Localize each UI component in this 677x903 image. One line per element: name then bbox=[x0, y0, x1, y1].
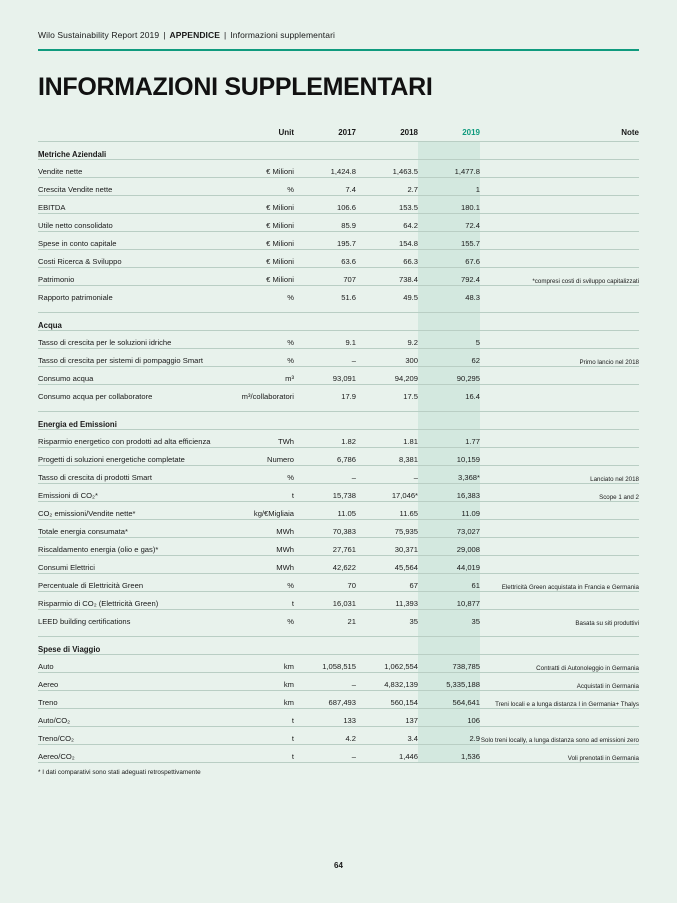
row-note: Acquistati in Germania bbox=[480, 673, 639, 691]
row-label: Consumo acqua per collaboratore bbox=[38, 385, 224, 403]
row-value-2019: 35 bbox=[418, 610, 480, 628]
row-value-2019: 1 bbox=[418, 178, 480, 196]
row-unit: € Milioni bbox=[224, 250, 294, 268]
row-unit: MWh bbox=[224, 520, 294, 538]
row-value-2019: 90,295 bbox=[418, 367, 480, 385]
col-header-2017: 2017 bbox=[338, 128, 356, 137]
table-section-spacer bbox=[38, 303, 639, 313]
row-value-2017: 4.2 bbox=[294, 727, 356, 745]
row-label: Emissioni di CO₂* bbox=[38, 484, 224, 502]
row-value-2018: 94,209 bbox=[356, 367, 418, 385]
row-value-2019: 564,641 bbox=[418, 691, 480, 709]
row-label: Percentuale di Elettricità Green bbox=[38, 574, 224, 592]
row-value-2019: 48.3 bbox=[418, 286, 480, 304]
table-header-row bbox=[38, 128, 639, 142]
table-row bbox=[38, 466, 639, 484]
row-value-2019: 16.4 bbox=[418, 385, 480, 403]
row-value-2019: 67.6 bbox=[418, 250, 480, 268]
row-value-2017: 16,031 bbox=[294, 592, 356, 610]
table-body bbox=[38, 142, 639, 764]
row-label: Progetti di soluzioni energetiche completate bbox=[38, 448, 224, 466]
row-value-2019: 106 bbox=[418, 709, 480, 727]
row-value-2017: 70,383 bbox=[294, 520, 356, 538]
supplementary-information-table bbox=[38, 128, 639, 763]
row-value-2019: 1.77 bbox=[418, 430, 480, 448]
table-row bbox=[38, 160, 639, 178]
row-label: Consumo acqua bbox=[38, 367, 224, 385]
row-unit: t bbox=[224, 709, 294, 727]
table-row bbox=[38, 673, 639, 691]
running-header bbox=[38, 0, 639, 40]
col-header-2018: 2018 bbox=[400, 128, 418, 137]
row-label: Risparmio di CO₂ (Elettricità Green) bbox=[38, 592, 224, 610]
row-value-2018: 49.5 bbox=[356, 286, 418, 304]
row-value-2019: 5,335,188 bbox=[418, 673, 480, 691]
row-value-2017: 1.82 bbox=[294, 430, 356, 448]
row-note bbox=[480, 286, 639, 304]
row-value-2018: 3.4 bbox=[356, 727, 418, 745]
row-note: Primo lancio nel 2018 bbox=[480, 349, 639, 367]
row-value-2017: 9.1 bbox=[294, 331, 356, 349]
row-note bbox=[480, 592, 639, 610]
row-value-2017: 27,761 bbox=[294, 538, 356, 556]
row-label: Tasso di crescita di prodotti Smart bbox=[38, 466, 224, 484]
row-value-2019: 3,368* bbox=[418, 466, 480, 484]
row-unit: MWh bbox=[224, 538, 294, 556]
row-value-2018: 11.65 bbox=[356, 502, 418, 520]
row-value-2018: 1,446 bbox=[356, 745, 418, 763]
row-label: Spese in conto capitale bbox=[38, 232, 224, 250]
row-label: Consumi Elettrici bbox=[38, 556, 224, 574]
table-row bbox=[38, 196, 639, 214]
table-row bbox=[38, 232, 639, 250]
row-value-2018: 75,935 bbox=[356, 520, 418, 538]
row-label: Riscaldamento energia (olio e gas)* bbox=[38, 538, 224, 556]
row-unit: MWh bbox=[224, 556, 294, 574]
row-label: Tasso di crescita per le soluzioni idriche bbox=[38, 331, 224, 349]
table-row bbox=[38, 745, 639, 763]
row-value-2018: 8,381 bbox=[356, 448, 418, 466]
row-value-2017: 51.6 bbox=[294, 286, 356, 304]
table-row bbox=[38, 520, 639, 538]
row-label: Aereo bbox=[38, 673, 224, 691]
table-row bbox=[38, 709, 639, 727]
row-value-2017: – bbox=[294, 466, 356, 484]
row-value-2018: – bbox=[356, 466, 418, 484]
row-value-2018: 1,463.5 bbox=[356, 160, 418, 178]
row-note bbox=[480, 160, 639, 178]
row-value-2019: 11.09 bbox=[418, 502, 480, 520]
row-note bbox=[480, 367, 639, 385]
table-section-spacer bbox=[38, 402, 639, 412]
row-unit: € Milioni bbox=[224, 268, 294, 286]
row-value-2018: 738.4 bbox=[356, 268, 418, 286]
row-unit: t bbox=[224, 745, 294, 763]
section-heading-label: Spese di Viaggio bbox=[38, 637, 224, 655]
row-value-2019: 73,027 bbox=[418, 520, 480, 538]
row-value-2018: 1.81 bbox=[356, 430, 418, 448]
row-note bbox=[480, 214, 639, 232]
row-value-2017: 1,424.8 bbox=[294, 160, 356, 178]
table-footnote: * I dati comparativi sono stati adeguati retrospettivamente bbox=[38, 769, 201, 776]
row-value-2019: 29,008 bbox=[418, 538, 480, 556]
row-value-2018: 1,062,554 bbox=[356, 655, 418, 673]
row-value-2019: 738,785 bbox=[418, 655, 480, 673]
row-value-2019: 180.1 bbox=[418, 196, 480, 214]
row-value-2017: 17.9 bbox=[294, 385, 356, 403]
row-value-2019: 10,159 bbox=[418, 448, 480, 466]
header-rule bbox=[38, 49, 639, 51]
page-number: 64 bbox=[334, 861, 343, 870]
row-note bbox=[480, 556, 639, 574]
table-section-heading bbox=[38, 637, 639, 655]
row-label: Tasso di crescita per sistemi di pompaggio Smart bbox=[38, 349, 224, 367]
row-unit: € Milioni bbox=[224, 214, 294, 232]
row-label: EBITDA bbox=[38, 196, 224, 214]
row-label: Costi Ricerca & Sviluppo bbox=[38, 250, 224, 268]
row-label: Auto/CO₂ bbox=[38, 709, 224, 727]
row-value-2019: 5 bbox=[418, 331, 480, 349]
row-unit: % bbox=[224, 349, 294, 367]
row-value-2019: 10,877 bbox=[418, 592, 480, 610]
row-unit: € Milioni bbox=[224, 232, 294, 250]
row-value-2019: 1,536 bbox=[418, 745, 480, 763]
row-value-2018: 154.8 bbox=[356, 232, 418, 250]
row-value-2018: 64.2 bbox=[356, 214, 418, 232]
row-value-2019: 1,477.8 bbox=[418, 160, 480, 178]
row-value-2018: 560,154 bbox=[356, 691, 418, 709]
row-note bbox=[480, 538, 639, 556]
row-value-2017: – bbox=[294, 673, 356, 691]
row-value-2017: 7.4 bbox=[294, 178, 356, 196]
row-unit: km bbox=[224, 655, 294, 673]
table-bottom-rule bbox=[38, 763, 639, 764]
row-unit: t bbox=[224, 727, 294, 745]
table-row bbox=[38, 538, 639, 556]
table-row bbox=[38, 331, 639, 349]
row-note: Voli prenotati in Germania bbox=[480, 745, 639, 763]
row-value-2017: – bbox=[294, 745, 356, 763]
row-value-2018: 300 bbox=[356, 349, 418, 367]
row-value-2019: 16,383 bbox=[418, 484, 480, 502]
row-value-2017: 1,058,515 bbox=[294, 655, 356, 673]
row-unit: t bbox=[224, 592, 294, 610]
header-separator-2: | bbox=[224, 30, 227, 40]
row-note: Lanciato nel 2018 bbox=[480, 466, 639, 484]
table-row bbox=[38, 727, 639, 745]
row-label: Treno/CO₂ bbox=[38, 727, 224, 745]
row-note bbox=[480, 385, 639, 403]
table-section-heading bbox=[38, 142, 639, 160]
row-note bbox=[480, 430, 639, 448]
table-row bbox=[38, 556, 639, 574]
table-row bbox=[38, 574, 639, 592]
row-unit: % bbox=[224, 610, 294, 628]
row-label: Treno bbox=[38, 691, 224, 709]
row-value-2017: 6,786 bbox=[294, 448, 356, 466]
row-label: CO₂ emissioni/Vendite nette* bbox=[38, 502, 224, 520]
header-subsection: Informazioni supplementari bbox=[230, 30, 335, 40]
row-value-2018: 4,832,139 bbox=[356, 673, 418, 691]
row-unit: Numero bbox=[224, 448, 294, 466]
table-row bbox=[38, 214, 639, 232]
table-row bbox=[38, 349, 639, 367]
row-value-2017: 15,738 bbox=[294, 484, 356, 502]
row-note: Treni locali e a lunga distanza I in Germania+ Thalys bbox=[480, 691, 639, 709]
row-label: Auto bbox=[38, 655, 224, 673]
row-value-2018: 137 bbox=[356, 709, 418, 727]
row-value-2018: 17,046* bbox=[356, 484, 418, 502]
row-note bbox=[480, 250, 639, 268]
row-note bbox=[480, 196, 639, 214]
table-row bbox=[38, 250, 639, 268]
row-label: Risparmio energetico con prodotti ad alta efficienza bbox=[38, 430, 224, 448]
col-header-unit: Unit bbox=[278, 128, 294, 137]
row-note bbox=[480, 502, 639, 520]
row-unit: % bbox=[224, 574, 294, 592]
section-heading-label: Metriche Aziendali bbox=[38, 142, 224, 160]
page-title: INFORMAZIONI SUPPLEMENTARI bbox=[38, 73, 433, 101]
table-row bbox=[38, 502, 639, 520]
row-note: Scope 1 and 2 bbox=[480, 484, 639, 502]
row-note: Basata su siti produttivi bbox=[480, 610, 639, 628]
row-note bbox=[480, 520, 639, 538]
col-header-note: Note bbox=[621, 128, 639, 137]
row-value-2017: 106.6 bbox=[294, 196, 356, 214]
row-value-2019: 62 bbox=[418, 349, 480, 367]
row-value-2019: 61 bbox=[418, 574, 480, 592]
row-unit: % bbox=[224, 331, 294, 349]
row-note bbox=[480, 709, 639, 727]
row-value-2017: 42,622 bbox=[294, 556, 356, 574]
row-label: Patrimonio bbox=[38, 268, 224, 286]
row-value-2017: 11.05 bbox=[294, 502, 356, 520]
table-row bbox=[38, 610, 639, 628]
row-value-2019: 44,019 bbox=[418, 556, 480, 574]
row-unit: kg/€Migliaia bbox=[224, 502, 294, 520]
row-unit: km bbox=[224, 691, 294, 709]
row-unit: € Milioni bbox=[224, 160, 294, 178]
table-row bbox=[38, 430, 639, 448]
row-value-2017: 195.7 bbox=[294, 232, 356, 250]
table-row bbox=[38, 691, 639, 709]
row-value-2017: 707 bbox=[294, 268, 356, 286]
row-label: Rapporto patrimoniale bbox=[38, 286, 224, 304]
row-value-2017: – bbox=[294, 349, 356, 367]
row-label: Vendite nette bbox=[38, 160, 224, 178]
row-value-2018: 67 bbox=[356, 574, 418, 592]
table-row bbox=[38, 385, 639, 403]
table-section-heading bbox=[38, 313, 639, 331]
row-note: Contratti di Autonoleggio in Germania bbox=[480, 655, 639, 673]
header-report-title: Wilo Sustainability Report 2019 bbox=[38, 30, 160, 40]
row-note: *compresi costi di sviluppo capitalizzati bbox=[480, 268, 639, 286]
table-row bbox=[38, 178, 639, 196]
row-value-2017: 93,091 bbox=[294, 367, 356, 385]
table-row bbox=[38, 484, 639, 502]
row-label: Totale energia consumata* bbox=[38, 520, 224, 538]
row-unit: TWh bbox=[224, 430, 294, 448]
row-value-2018: 35 bbox=[356, 610, 418, 628]
row-label: Crescita Vendite nette bbox=[38, 178, 224, 196]
row-unit: m³/collaboratori bbox=[224, 385, 294, 403]
row-value-2018: 30,371 bbox=[356, 538, 418, 556]
row-value-2018: 45,564 bbox=[356, 556, 418, 574]
row-value-2019: 792.4 bbox=[418, 268, 480, 286]
table-section-spacer bbox=[38, 627, 639, 637]
row-unit: km bbox=[224, 673, 294, 691]
row-value-2017: 85.9 bbox=[294, 214, 356, 232]
table-row bbox=[38, 655, 639, 673]
col-header-label bbox=[38, 128, 224, 142]
row-note: Elettricità Green acquistata in Francia e Germania bbox=[480, 574, 639, 592]
row-unit: % bbox=[224, 178, 294, 196]
row-value-2019: 155.7 bbox=[418, 232, 480, 250]
section-heading-label: Acqua bbox=[38, 313, 224, 331]
row-unit: % bbox=[224, 466, 294, 484]
header-separator-1: | bbox=[163, 30, 166, 40]
row-note: Solo treni locally, a lunga distanza sono ad emissioni zero bbox=[480, 727, 639, 745]
row-value-2019: 72.4 bbox=[418, 214, 480, 232]
row-value-2018: 153.5 bbox=[356, 196, 418, 214]
row-value-2017: 21 bbox=[294, 610, 356, 628]
row-note bbox=[480, 448, 639, 466]
row-unit: m³ bbox=[224, 367, 294, 385]
row-value-2017: 63.6 bbox=[294, 250, 356, 268]
table-row bbox=[38, 592, 639, 610]
row-unit: % bbox=[224, 286, 294, 304]
table-row bbox=[38, 286, 639, 304]
table-row bbox=[38, 367, 639, 385]
row-value-2017: 687,493 bbox=[294, 691, 356, 709]
section-heading-label: Energia ed Emissioni bbox=[38, 412, 224, 430]
row-note bbox=[480, 232, 639, 250]
row-note bbox=[480, 331, 639, 349]
row-label: Utile netto consolidato bbox=[38, 214, 224, 232]
row-value-2018: 9.2 bbox=[356, 331, 418, 349]
row-label: Aereo/CO₂ bbox=[38, 745, 224, 763]
row-value-2018: 11,393 bbox=[356, 592, 418, 610]
col-header-2019: 2019 bbox=[462, 128, 480, 137]
table-section-heading bbox=[38, 412, 639, 430]
row-value-2018: 66.3 bbox=[356, 250, 418, 268]
row-value-2018: 17.5 bbox=[356, 385, 418, 403]
table-row bbox=[38, 268, 639, 286]
row-value-2017: 133 bbox=[294, 709, 356, 727]
header-section: APPENDICE bbox=[169, 30, 221, 40]
row-unit: € Milioni bbox=[224, 196, 294, 214]
row-note bbox=[480, 178, 639, 196]
row-unit: t bbox=[224, 484, 294, 502]
row-label: LEED building certifications bbox=[38, 610, 224, 628]
row-value-2019: 2.9 bbox=[418, 727, 480, 745]
row-value-2018: 2.7 bbox=[356, 178, 418, 196]
row-value-2017: 70 bbox=[294, 574, 356, 592]
table-row bbox=[38, 448, 639, 466]
